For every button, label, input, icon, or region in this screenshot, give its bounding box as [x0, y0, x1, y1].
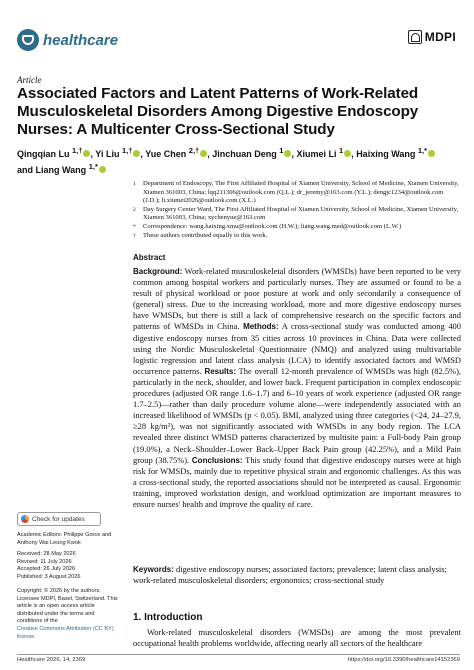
- journal-logo-icon: [17, 29, 39, 51]
- publisher-logo-icon: [408, 30, 422, 44]
- abstract-body: Background: Work-related musculoskeletal disorders (WMSDs) have been reported to be very common among hospital workers and particularly nurses. They are assumed or found to be a result of physical workload or poor posture at work and only secondarily a consequence of (general) stress. Due to the increasing workload, more and more digestive endoscopy nurses have WMSDs, but there is still a lack of comprehensive research on the specific factors and patterns of WMSDs in China. Methods: A cross-sectional study was conducted among 400 digestive endoscopy nurses from 35 cities across 10 provinces in China. Data were collected using the Nordic Musculoskeletal Questionnaire (NMQ) and analyzed using multivariable logistic regression and latent class analysis (LCA) to identify associated factors and WMSD occurrence patterns. Results: The overall 12-month prevalence of WMSDs was high (82.5%), particularly in the neck, shoulder, and lower back. Frequent participation in complex endoscopic procedures (adjusted OR range 1.6–1.7) and 6–10 years of work experience (adjusted OR range 1.7–2.5)—rather than daily procedure volume alone—were independently associated with an increased likelihood of WMSDs (p < 0.05). BMI, analyzed using three categories (<24, 24–27.9, ≥28 kg/m²), was not significantly associated with WMSDs in any body region. The LCA revealed three distinct WMSD patterns characterized by multisite pain: a Full-body Pain group (19.0%), a Neck–Shoulder–Lower Back–Upper Back Pain group (42.25%), and a Mild Pain group (38.75%). Conclusions: This study found that digestive endoscopy nurses were at high risk for WMSDs, mainly due to repetitive physical strain and ergonomic challenges. As this was a cross-sectional study, the reported associations should not be interpreted as causal. Ergonomic training, improved workstation design, and workload optimization are important measures to ensure nurses' health and improve the quality of care.: [133, 266, 461, 509]
- author[interactable]: Xiumei Li $^1$: [296, 149, 351, 159]
- keywords: Keywords: digestive endoscopy nurses; associated factors; prevalence; latent class analysis; work-related musculoskeletal disorders; ergonomics; cross-sectional study: [133, 564, 447, 586]
- footer-divider: [17, 654, 460, 655]
- copyright-text: Copyright: © 2026 by the authors. Licensee MDPI, Basel, Switzerland. This article is an open access article distributed under the terms and conditions of the: [17, 588, 118, 625]
- journal-logo[interactable]: [17, 29, 118, 51]
- check-for-updates-button[interactable]: Check for updates: [17, 512, 101, 526]
- orcid-icon[interactable]: [83, 150, 90, 157]
- academic-editors: Academic Editors: Philippe Gorce and Anthony Wai Leung Kwok: [17, 532, 112, 546]
- copyright-notice: [17, 588, 119, 641]
- author[interactable]: Qingqian Lu $^{1,\dagger}$: [17, 149, 90, 159]
- orcid-icon[interactable]: [200, 150, 207, 157]
- publisher-name: MDPI: [424, 30, 456, 44]
- correspondence: * Correspondence: wang.haixing.xmu@outlook.com (H.W.); liang.wang.med@outlook.com (L.W.): [133, 222, 402, 230]
- author-list: Qingqian Lu $^{1,\dagger}$ , Yi Liu $^{1,\dagger}$ , Yue Chen $^{2,\dagger}$ , Jinchuan Deng $^1$ , Xiumei Li $^1$ , Haixing Wang $^{1,*}$ and Liang Wang $^{1,*}$: [17, 145, 457, 176]
- paper-title: Associated Factors and Latent Patterns of Work-Related Musculoskeletal Disorders Among Digestive Endoscopy Nurses: A Multicenter Cross-Sectional Study: [17, 85, 419, 138]
- equal-contribution-note: † These authors contributed equally to this work.: [133, 231, 268, 239]
- author[interactable]: Haixing Wang $^{1,*}$: [356, 149, 435, 159]
- orcid-icon[interactable]: [284, 150, 291, 157]
- journal-name: healthcare: [43, 31, 119, 49]
- affiliation-item: 2 Day Surgery Center Ward, The First Affiliated Hospital of Xiamen University, School of Medicine, Xiamen University, Xiamen 361003, China; xychenyue@163.com: [133, 205, 459, 222]
- abstract-heading: Abstract: [133, 253, 166, 262]
- article-type: Article: [17, 75, 42, 85]
- doi-link[interactable]: https://doi.org/10.3390/healthcare14152369: [347, 657, 460, 663]
- creative-commons-link[interactable]: Creative Commons Attribution (CC BY) license.: [17, 625, 114, 640]
- author[interactable]: Jinchuan Deng $^1$: [212, 149, 291, 159]
- affiliation-item: 1 Department of Endoscopy, The First Affiliated Hospital of Xiamen University, School of Medicine, Xiamen University, Xiamen 361003, China; lqq211306@outlook.com (Q.L.); dr_jeremy@163.com (Y.L.); dengjc1234@outlook.com (J.D.); li.xiumei2026@outlook.com (X.L.): [133, 180, 459, 205]
- affiliations: [133, 180, 461, 240]
- section-heading-introduction: 1. Introduction: [133, 612, 203, 623]
- publication-dates: Received: 28 May 2026 Revised: 11 July 2026 Accepted: 26 July 2026 Published: 3 August 2026: [17, 551, 81, 580]
- author[interactable]: Yi Liu $^{1,\dagger}$: [95, 149, 140, 159]
- orcid-icon[interactable]: [428, 150, 435, 157]
- orcid-icon[interactable]: [133, 150, 140, 157]
- publisher-logo[interactable]: [408, 30, 456, 44]
- orcid-icon[interactable]: [344, 150, 351, 157]
- author[interactable]: and Liang Wang $^{1,*}$: [17, 165, 106, 175]
- introduction-text: Work-related musculoskeletal disorders (WMSDs) are among the most prevalent occupational health problems worldwide, affecting nearly all sectors of the healthcare: [133, 627, 461, 648]
- check-updates-icon: [21, 515, 29, 523]
- orcid-icon[interactable]: [99, 166, 106, 173]
- footer-citation: Healthcare 2026, 14, 2369: [17, 657, 86, 663]
- author[interactable]: Yue Chen $^{2,\dagger}$: [145, 149, 207, 159]
